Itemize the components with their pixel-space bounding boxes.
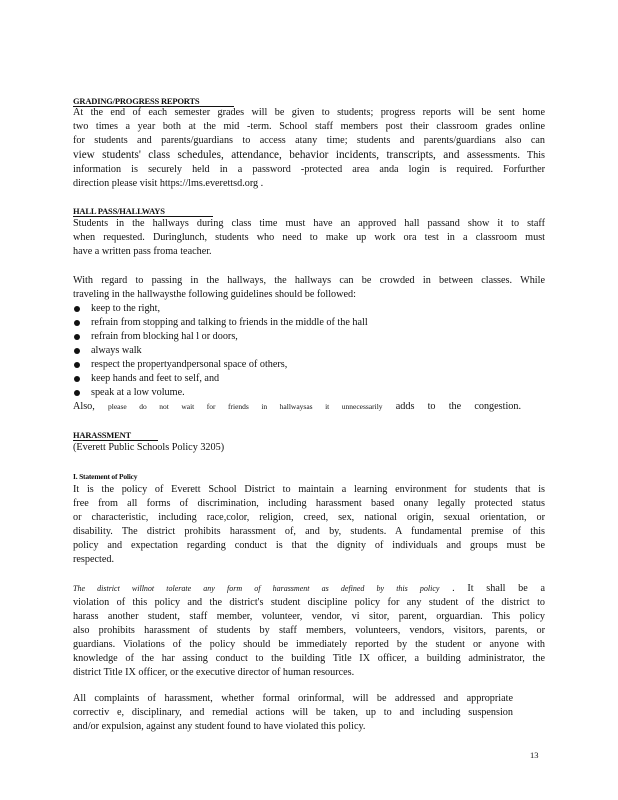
bullet-icon — [74, 306, 80, 312]
grading-heading: GRADING/PROGRESS REPORTS — [73, 96, 234, 107]
harassment-line: respected. — [73, 554, 115, 565]
hall-line: Students in the hallways during class time must have an approved hall passand show it to staff — [73, 218, 545, 229]
hall-heading: HALL PASS/HALLWAYS — [73, 206, 213, 217]
grading-line: for students and parents/guardians to access atany time; students and parents/guardians also can — [73, 135, 545, 146]
bullet-icon — [74, 334, 80, 340]
harassment-line: harass another student, staff member, volunteer, vendor, vi sitor, parent, orguardian. This policy — [73, 611, 545, 622]
list-item — [73, 386, 368, 400]
hall-line: have a written pass froma teacher. — [73, 246, 212, 257]
harassment-paragraph-3 — [73, 692, 513, 734]
bullet-icon — [74, 348, 80, 354]
statement-of-policy-heading: I. Statement of Policy — [73, 472, 138, 481]
hall-paragraph-2 — [73, 274, 545, 302]
list-item-text: respect the propertyandpersonal space of others, — [91, 359, 288, 370]
grading-line — [73, 177, 545, 191]
list-item-text: refrain from stopping and talking to friends in the middle of the hall — [91, 317, 368, 328]
harassment-line: or characteristic, including race,color, religion, creed, sex, national origin, sexual orientation, or — [73, 512, 545, 523]
bullet-icon — [74, 376, 80, 382]
list-item-text: always walk — [91, 345, 142, 356]
policy-reference — [73, 441, 545, 455]
closing-small-text: please do not wait for friends in hallwaysas it unnecessarily — [107, 402, 383, 411]
harassment-paragraph-2 — [73, 582, 545, 680]
hall-closing — [73, 400, 521, 414]
harassment-line: correctiv e, disciplinary, and remedial actions will be taken, up to and including suspension — [73, 707, 513, 718]
list-item — [73, 372, 368, 386]
grading-line-large-text: view students' class schedules, attendance, behavior incidents, transcripts, and ass — [73, 149, 481, 161]
hallway-guidelines-list — [73, 302, 368, 400]
list-item — [73, 302, 368, 316]
grading-direction-text: direction please visit https://lms.everettsd.org . — [73, 178, 264, 189]
bullet-icon — [74, 362, 80, 368]
bullet-icon — [74, 320, 80, 326]
list-item — [73, 316, 368, 330]
list-item-text: refrain from blocking hal l or doors, — [91, 331, 238, 342]
hall-line: when requested. Duringlunch, students who need to make up work ora test in a classroom must — [73, 232, 545, 243]
grading-line — [73, 148, 545, 163]
harassment-line: also prohibits harassment of students by staff members, volunteers, vendors, visitors, parents, or — [73, 625, 545, 636]
list-item-text: keep hands and feet to self, and — [91, 373, 220, 384]
harassment-line: policy and expectation regarding conduct is that the dignity of individuals and groups must be — [73, 540, 545, 551]
grading-paragraph — [73, 106, 545, 191]
hall-closing-line — [73, 400, 521, 414]
list-item — [73, 344, 368, 358]
statement-tail: . It shall be a — [452, 583, 546, 594]
list-item — [73, 358, 368, 372]
harassment-line: knowledge of the har assing conduct to the building Title IX officer, a building administrator, the — [73, 653, 545, 664]
grading-line: information is securely held in a password -protected area anda login is required. Forfurther — [73, 164, 545, 175]
list-item-text: keep to the right, — [91, 303, 161, 314]
policy-reference-text: (Everett Public Schools Policy 3205) — [73, 442, 225, 453]
bullet-icon — [74, 390, 80, 396]
harassment-line: All complaints of harassment, whether formal orinformal, will be addressed and appropriate — [73, 693, 513, 704]
page-number: 13 — [530, 750, 539, 760]
italic-statement: The district willnot tolerate any form of harassment as defined by this policy — [73, 584, 440, 593]
harassment-line: It is the policy of Everett School District to maintain a learning environment for students that is — [73, 484, 545, 495]
list-item-text: speak at a low volume. — [91, 387, 185, 398]
hall-paragraph-1 — [73, 217, 545, 259]
closing-also: Also, — [73, 401, 95, 412]
grading-line: two times a year both at the mid -term. School staff members post their classroom grades online — [73, 121, 545, 132]
harassment-line: free from all forms of discrimination, including harassment based onany legally protected status — [73, 498, 545, 509]
harassment-paragraph-1 — [73, 483, 545, 567]
harassment-line: disability. The district prohibits harassment of, and by, students. A fundamental premise of this — [73, 526, 545, 537]
grading-line-tail: essments. This — [480, 150, 545, 161]
harassment-line: guardians. Violations of the policy should be immediately reported by the student or anyone with — [73, 639, 545, 650]
harassment-heading: HARASSMENT — [73, 430, 158, 441]
harassment-line: district Title IX officer, or the executive director of human resources. — [73, 667, 355, 678]
harassment-line: and/or expulsion, against any student found to have violated this policy. — [73, 721, 366, 732]
list-item — [73, 330, 368, 344]
grading-line: At the end of each semester grades will be given to students; progress reports will be sent home — [73, 107, 545, 118]
harassment-line — [73, 582, 545, 596]
harassment-line: violation of this policy and the district's student discipline policy for any student of the district to — [73, 597, 545, 608]
closing-tail: adds to the congestion. — [395, 401, 522, 412]
hall-line: traveling in the hallwaysthe following guidelines should be followed: — [73, 289, 356, 300]
hall-line: With regard to passing in the hallways, the hallways can be crowded in between classes. While — [73, 275, 545, 286]
